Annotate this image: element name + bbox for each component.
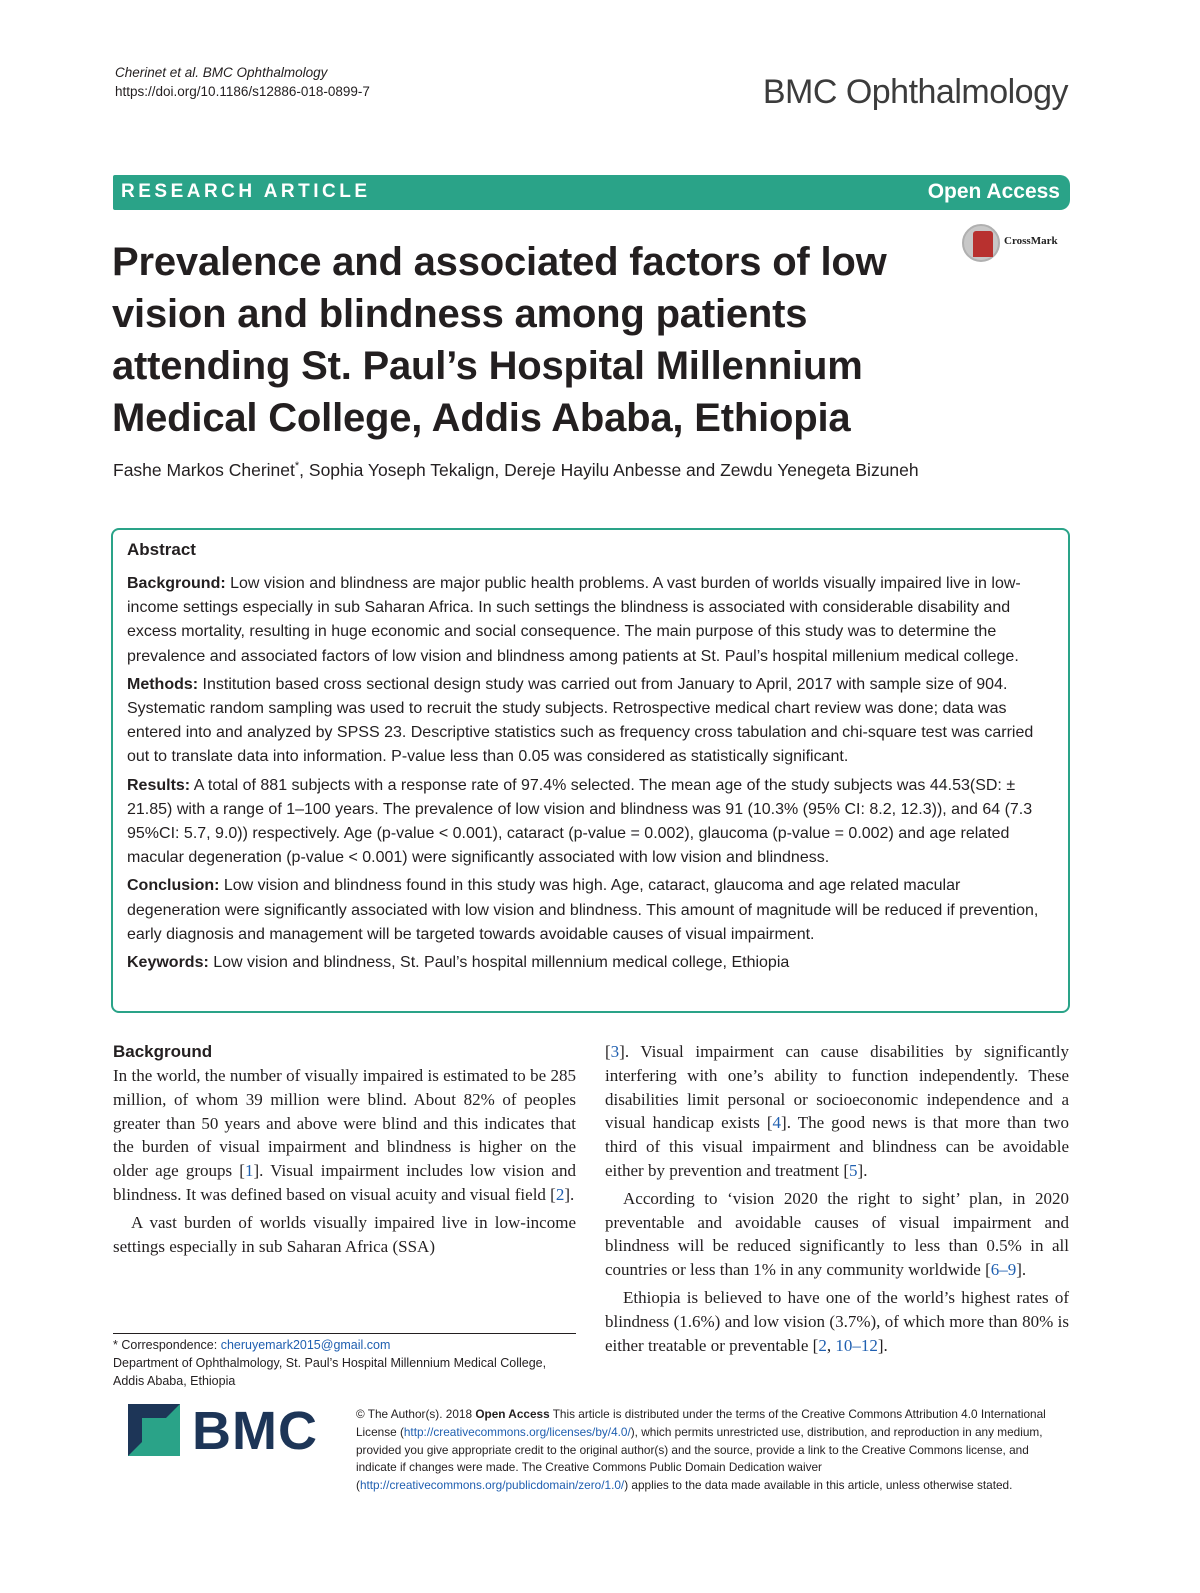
abstract-box (111, 528, 1070, 1013)
bmc-logo (128, 1401, 338, 1461)
journal-name: BMC Ophthalmology (762, 73, 1068, 111)
footnote-divider (113, 1333, 576, 1334)
doi-link[interactable]: https://doi.org/10.1186/s12886-018-0899-7 (115, 84, 370, 99)
abstract-methods: Methods: Institution based cross sectional design study was carried out from January to April, 2017 with sample size of 904. Systematic random sampling was used to recruit the study subjects. Retrospective medical chart review was done; data was entered into and analyzed by SPSS 23. Descriptive statistics such as frequency cross tabulation and chi-square test was carried out to translate data into information. P-value less than 0.05 was considered as statistically significant. (127, 675, 1034, 766)
crossmark-badge[interactable] (962, 224, 1072, 264)
other-authors: , Sophia Yoseph Tekalign, Dereje Hayilu Anbesse and Zewdu Yenegeta Bizuneh (299, 460, 919, 480)
abstract-conclusion: Conclusion: Low vision and blindness found in this study was high. Age, cataract, glaucoma and age related macular degeneration were significantly associated with low vision and blindness. This amount of magnitude will be reduced if prevention, early diagnosis and management will be targeted towards avoidable causes of visual impairment. (127, 877, 1039, 943)
section-heading: Background (113, 1042, 213, 1061)
author-list (113, 460, 919, 481)
open-access-label: Open Access (927, 180, 1060, 203)
citation-ref[interactable]: 5 (849, 1160, 858, 1180)
corresponding-author[interactable]: Fashe Markos Cherinet (113, 460, 295, 480)
citation-ref[interactable]: 3 (610, 1042, 620, 1061)
body-column-right (605, 1040, 1069, 1357)
crossmark-icon (962, 224, 1000, 262)
citation-ref[interactable]: 10–12 (835, 1335, 878, 1355)
abstract-keywords: Keywords: Low vision and blindness, St. Paul’s hospital millennium medical college, Ethiopia (127, 954, 790, 972)
article-type: RESEARCH ARTICLE (121, 181, 371, 202)
citation: Cherinet et al. BMC Ophthalmology (115, 65, 328, 80)
citation-ref[interactable]: 1 (244, 1161, 254, 1181)
license-link[interactable]: http://creativecommons.org/licenses/by/4.0/ (403, 1424, 631, 1439)
abstract-background: Background: Low vision and blindness are major public health problems. A vast burden of worlds visually impaired live in low-income settings especially in sub Saharan Africa. In such settings the blindness is associated with considerable disability and excess mortality, resulting in huge economic and social consequence. The main purpose of this study was to determine the prevalence and associated factors of low vision and blindness among patients at St. Paul’s hospital millenium medical college. (127, 575, 1021, 665)
body-paragraph: [3]. Visual impairment can cause disabilities by significantly interfering with one’s ability to function independently. These disabilities limit personal or socioeconomic independence and a visual handicap exists [4]. The good news is that more than two third of this visual impairment and blindness can be avoidable either by prevention and treatment [5]. (605, 1042, 1069, 1180)
citation-ref[interactable]: 2 (555, 1184, 565, 1204)
correspondence-footnote: * Correspondence: cheruyemark2015@gmail.com Department of Ophthalmology, St. Paul’s Hospital Millennium Medical College, Addis Ababa, Ethiopia (113, 1336, 576, 1390)
body-paragraph: In the world, the number of visually impaired is estimated to be 285 million, of whom 39 million were blind. About 82% of peoples greater than 50 years and above were blind and this indicates that the burden of visual impairment and blindness is higher on the older age groups [1]. Visual impairment includes low vision and blindness. It was defined based on visual acuity and visual field [2]. (113, 1066, 576, 1204)
affiliation: Department of Ophthalmology, St. Paul’s Hospital Millennium Medical College, Addis Ababa, Ethiopia (113, 1356, 547, 1388)
correspondence-mark: * (294, 460, 300, 473)
article-type-banner (113, 175, 1070, 210)
crossmark-label: CrossMark (1004, 235, 1058, 247)
license-notice: © The Author(s). 2018 Open Access This article is distributed under the terms of the Creative Commons Attribution 4.0 International License (http://creativecommons.org/licenses/by/4.0/), which permits unrestricted use, distribution, and reproduction in any medium, provided you give appropriate credit to the original author(s) and the source, provide a link to the Creative Commons license, and indicate if changes were made. The Creative Commons Public Domain Dedication waiver (http://creativecommons.org/publicdomain/zero/1.0/) applies to the data made available in this article, unless otherwise stated. (356, 1407, 1046, 1493)
waiver-link[interactable]: http://creativecommons.org/publicdomain/zero/1.0/ (359, 1478, 625, 1493)
body-paragraph: A vast burden of worlds visually impaired live in low-income settings especially in sub Saharan Africa (SSA) (113, 1212, 576, 1256)
body-column-left (113, 1040, 576, 1258)
bmc-logo-icon (128, 1404, 180, 1456)
article-title: Prevalence and associated factors of low vision and blindness among patients attending St. Paul’s Hospital Millennium Medical College, Addis Ababa, Ethiopia (112, 240, 887, 440)
abstract-results: Results: A total of 881 subjects with a response rate of 97.4% selected. The mean age of the study subjects was 44.53(SD: ± 21.85) with a range of 1–100 years. The prevalence of low vision and blindness was 91 (10.3% (95% CI: 8.2, 12.3)), and 64 (7.3 95%CI: 5.7, 9.0)) respectively. Age (p-value < 0.001), cataract (p-value = 0.002), glaucoma (p-value = 0.002) and age related macular degeneration (p-value < 0.001) were significantly associated with low vision and blindness. (127, 776, 1033, 867)
body-paragraph: Ethiopia is believed to have one of the world’s highest rates of blindness (1.6%) and low vision (3.7%), of which more than 80% is either treatable or preventable [2, 10–12]. (605, 1287, 1069, 1355)
citation-ref[interactable]: 6–9 (990, 1260, 1017, 1280)
bmc-logo-text: BMC (192, 1401, 318, 1461)
citation-ref[interactable]: 4 (772, 1113, 782, 1133)
citation-header (115, 63, 370, 101)
body-paragraph: According to ‘vision 2020 the right to sight’ plan, in 2020 preventable and avoidable causes of visual impairment and blindness will be reduced significantly to less than 0.5% in all countries or less than 1% in any community worldwide [6–9]. (605, 1188, 1069, 1280)
email-link[interactable]: cheruyemark2015@gmail.com (220, 1338, 391, 1352)
citation-ref[interactable]: 2 (818, 1335, 827, 1355)
abstract-heading: Abstract (127, 540, 196, 559)
